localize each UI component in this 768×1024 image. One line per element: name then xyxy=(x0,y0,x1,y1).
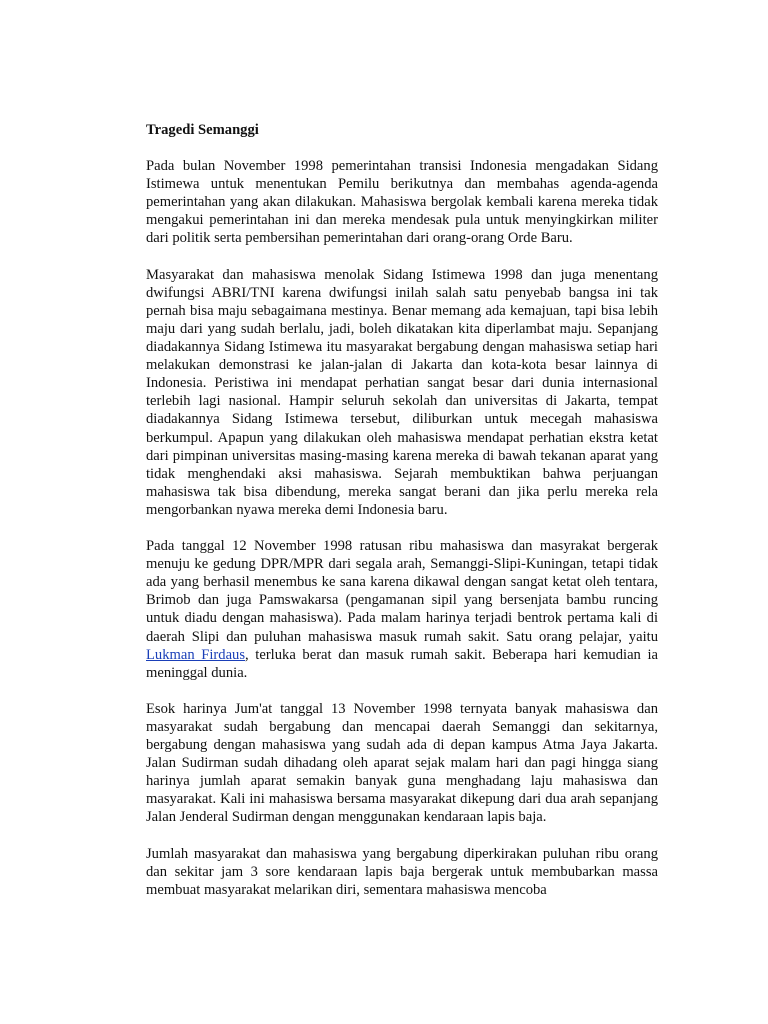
paragraph-2: Masyarakat dan mahasiswa menolak Sidang Istimewa 1998 dan juga menentang dwifungsi ABRI/TNI karena dwifungsi inilah salah satu penyebab bangsa ini tak pernah bisa maju sebagaimana mestinya. Benar memang ada kemajuan, tapi bisa lebih maju dari yang sudah berlalu, jadi, boleh dikatakan kita diperlambat maju. Sepanjang diadakannya Sidang Istimewa itu masyarakat bergabung dengan mahasiswa setiap hari melakukan demonstrasi ke jalan-jalan di Jakarta dan kota-kota besar lainnya di Indonesia. Peristiwa ini mendapat perhatian sangat besar dari dunia internasional terlebih lagi nasional. Hampir seluruh sekolah dan universitas di Jakarta, tempat diadakannya Sidang Istimewa tersebut, diliburkan untuk mecegah mahasiswa berkumpul. Apapun yang dilakukan oleh mahasiswa mendapat perhatian ekstra ketat dari pimpinan universitas masing-masing karena mereka di bawah tekanan aparat yang tidak menghendaki aksi mahasiswa. Sejarah membuktikan bahwa perjuangan mahasiswa tak bisa dibendung, mereka sangat berani dan jika perlu mereka rela mengorbankan nyawa mereka demi Indonesia baru. xyxy=(146,266,658,518)
paragraph-3-text-before-link: Pada tanggal 12 November 1998 ratusan ribu mahasiswa dan masyrakat bergerak menuju ke gedung DPR/MPR dari segala arah, Semanggi-Slipi-Kuningan, tetapi tidak ada yang berhasil menembus ke sana karena dikawal dengan sangat ketat oleh tentara, Brimob dan juga Pamswakarsa (pengamanan sipil yang bersenjata bambu runcing untuk diadu dengan mahasiswa). Pada malam harinya terjadi bentrok pertama kali di daerah Slipi dan puluhan mahasiswa masuk rumah sakit. Satu orang pelajar, yaitu xyxy=(146,538,658,645)
paragraph-3 xyxy=(146,537,658,682)
paragraph-4: Esok harinya Jum'at tanggal 13 November 1998 ternyata banyak mahasiswa dan masyarakat sudah bergabung dan mencapai daerah Semanggi dan sekitarnya, bergabung dengan mahasiswa yang sudah ada di depan kampus Atma Jaya Jakarta. Jalan Sudirman sudah dihadang oleh aparat sejak malam hari dan pagi hingga siang harinya jumlah aparat semakin banyak guna menghadang laju mahasiswa dan masyarakat. Kali ini mahasiswa bersama masyarakat dikepung dari dua arah sepanjang Jalan Jenderal Sudirman dengan menggunakan kendaraan lapis baja. xyxy=(146,700,658,826)
paragraph-5: Jumlah masyarakat dan mahasiswa yang bergabung diperkirakan puluhan ribu orang dan sekitar jam 3 sore kendaraan lapis baja bergerak untuk membubarkan massa membuat masyarakat melarikan diri, sementara mahasiswa mencoba xyxy=(146,845,658,898)
paragraph-3-text-after-link: , terluka berat dan masuk rumah sakit. Beberapa hari kemudian ia meninggal dunia. xyxy=(146,646,658,681)
document-page xyxy=(146,121,658,899)
document-title: Tragedi Semanggi xyxy=(146,122,259,138)
lukman-firdaus-link[interactable]: Lukman Firdaus xyxy=(146,646,246,663)
paragraph-1: Pada bulan November 1998 pemerintahan transisi Indonesia mengadakan Sidang Istimewa untuk menentukan Pemilu berikutnya dan membahas agenda-agenda pemerintahan yang akan dilakukan. Mahasiswa bergolak kembali karena mereka tidak mengakui pemerintahan ini dan mereka mendesak pula untuk menyingkirkan militer dari politik serta pembersihan pemerintahan dari orang-orang Orde Baru. xyxy=(146,158,658,247)
